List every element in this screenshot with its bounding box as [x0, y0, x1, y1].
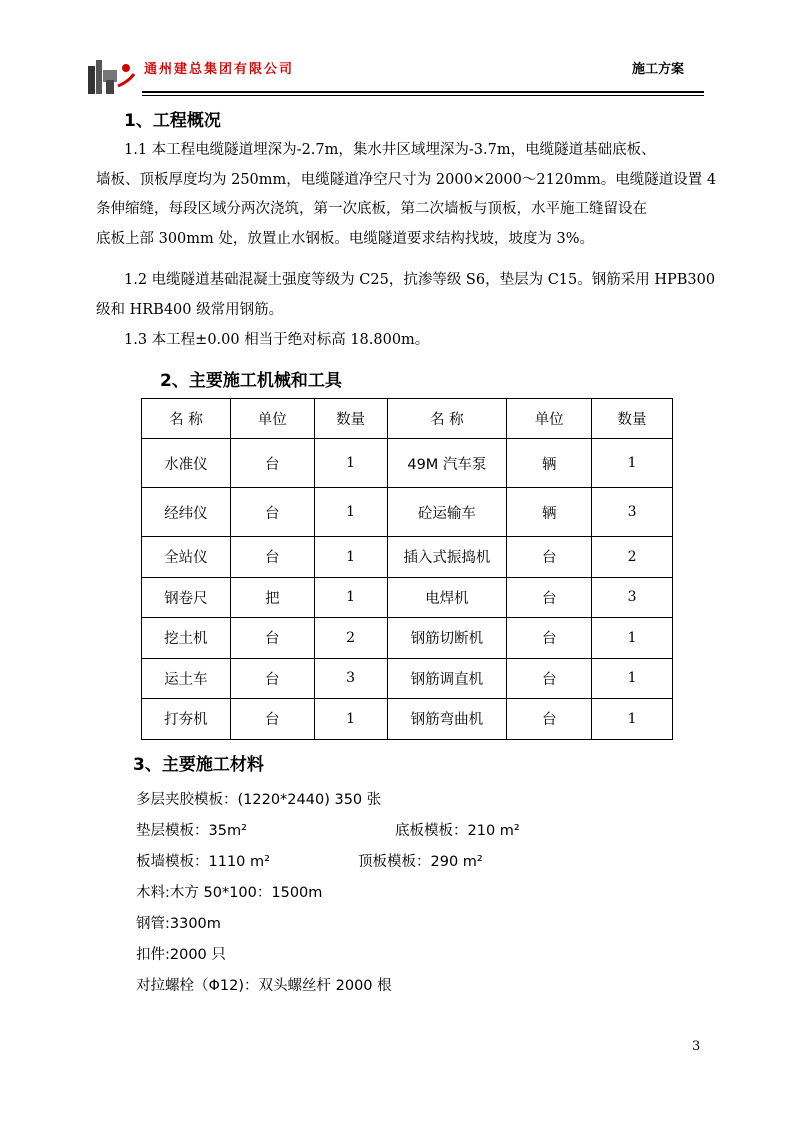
table-cell: 把	[230, 577, 314, 618]
table-cell: 台	[230, 618, 314, 659]
table-cell: 1	[314, 537, 387, 578]
table-cell: 1	[314, 439, 387, 488]
table-cell: 钢卷尺	[142, 577, 231, 618]
page-header	[82, 50, 704, 94]
table-row	[142, 439, 673, 488]
table-cell: 辆	[507, 488, 592, 537]
table-cell: 1	[314, 577, 387, 618]
table-cell: 水准仪	[142, 439, 231, 488]
header-rule-thin	[142, 95, 704, 96]
table-cell: 电焊机	[387, 577, 507, 618]
material-cushion-formwork: 垫层模板：35m²	[136, 823, 247, 839]
text-line: 底板上部 300mm 处，放置止水钢板。电缆隧道要求结构找坡，坡度为 3%。	[96, 230, 595, 247]
table-cell: 3	[592, 488, 673, 537]
column-header: 名 称	[142, 399, 231, 439]
table-cell: 1	[592, 699, 673, 740]
table-cell: 全站仪	[142, 537, 231, 578]
table-cell: 台	[230, 439, 314, 488]
table-cell: 台	[230, 699, 314, 740]
text-line: 1.3 本工程±0.00 相当于绝对标高 18.800m。	[124, 332, 430, 348]
text-line: 级和 HRB400 级常用钢筋。	[96, 301, 284, 318]
material-tie-bolt: 对拉螺栓（Φ12)：双头螺丝杆 2000 根	[136, 978, 392, 994]
section-3-title: 3、主要施工材料	[133, 755, 264, 775]
material-plywood: 多层夹胶模板：(1220*2440) 350 张	[136, 792, 382, 808]
table-row	[142, 537, 673, 578]
text-line: 墙板、顶板厚度均为 250mm，电缆隧道净空尺寸为 2000×2000～2120mm。电缆隧道设置 4	[96, 171, 717, 188]
table-row	[142, 488, 673, 537]
table-cell: 1	[592, 618, 673, 659]
table-cell: 2	[592, 537, 673, 578]
document-type: 施工方案	[631, 62, 684, 77]
section-2-title: 2、主要施工机械和工具	[160, 371, 342, 391]
table-cell: 钢筋弯曲机	[387, 699, 507, 740]
table-row	[142, 658, 673, 699]
table-cell: 钢筋切断机	[387, 618, 507, 659]
company-name: 通州建总集团有限公司	[144, 62, 295, 77]
table-cell: 砼运输车	[387, 488, 507, 537]
material-top-formwork: 顶板模板：290 m²	[358, 854, 483, 870]
table-cell: 1	[592, 658, 673, 699]
table-cell: 台	[507, 618, 592, 659]
section-1-paragraph-3	[96, 326, 706, 356]
equipment-table	[141, 398, 673, 740]
table-cell: 1	[592, 439, 673, 488]
material-wall-formwork: 板墙模板：1110 m²	[136, 854, 270, 870]
table-cell: 打夯机	[142, 699, 231, 740]
table-cell: 台	[230, 537, 314, 578]
table-cell: 台	[230, 488, 314, 537]
column-header: 数量	[592, 399, 673, 439]
table-header-row	[142, 399, 673, 439]
table-cell: 经纬仪	[142, 488, 231, 537]
table-cell: 49M 汽车泵	[387, 439, 507, 488]
section-1-paragraph-2	[96, 266, 716, 325]
table-row	[142, 699, 673, 740]
table-row	[142, 577, 673, 618]
header-rule	[142, 91, 704, 93]
table-cell: 插入式振捣机	[387, 537, 507, 578]
section-1-title: 1、工程概况	[124, 111, 221, 131]
material-fastener: 扣件:2000 只	[136, 947, 226, 963]
table-cell: 运土车	[142, 658, 231, 699]
table-cell: 3	[314, 658, 387, 699]
page-number: 3	[692, 1039, 701, 1054]
material-timber: 木料:木方 50*100：1500m	[136, 885, 323, 901]
material-steel-pipe: 钢管:3300m	[136, 916, 221, 932]
table-cell: 1	[314, 488, 387, 537]
column-header: 名 称	[387, 399, 507, 439]
company-logo-icon	[82, 56, 142, 96]
column-header: 数量	[314, 399, 387, 439]
text-line: 1.1 本工程电缆隧道埋深为-2.7m，集水井区域埋深为-3.7m，电缆隧道基础底板、	[124, 142, 656, 158]
table-cell: 台	[507, 699, 592, 740]
column-header: 单位	[230, 399, 314, 439]
table-cell: 台	[507, 577, 592, 618]
table-cell: 台	[507, 658, 592, 699]
table-row	[142, 618, 673, 659]
material-bottom-formwork: 底板模板：210 m²	[395, 823, 520, 839]
text-line: 条伸缩缝，每段区域分两次浇筑，第一次底板，第二次墙板与顶板，水平施工缝留设在	[96, 201, 647, 218]
table-cell: 台	[507, 537, 592, 578]
table-cell: 3	[592, 577, 673, 618]
table-cell: 辆	[507, 439, 592, 488]
table-cell: 2	[314, 618, 387, 659]
table-cell: 挖土机	[142, 618, 231, 659]
section-1-paragraph-1	[96, 136, 717, 254]
text-line: 1.2 电缆隧道基础混凝土强度等级为 C25，抗渗等级 S6，垫层为 C15。钢筋采用 HPB300	[124, 272, 716, 288]
column-header: 单位	[507, 399, 592, 439]
table-cell: 1	[314, 699, 387, 740]
table-cell: 钢筋调直机	[387, 658, 507, 699]
table-cell: 台	[230, 658, 314, 699]
